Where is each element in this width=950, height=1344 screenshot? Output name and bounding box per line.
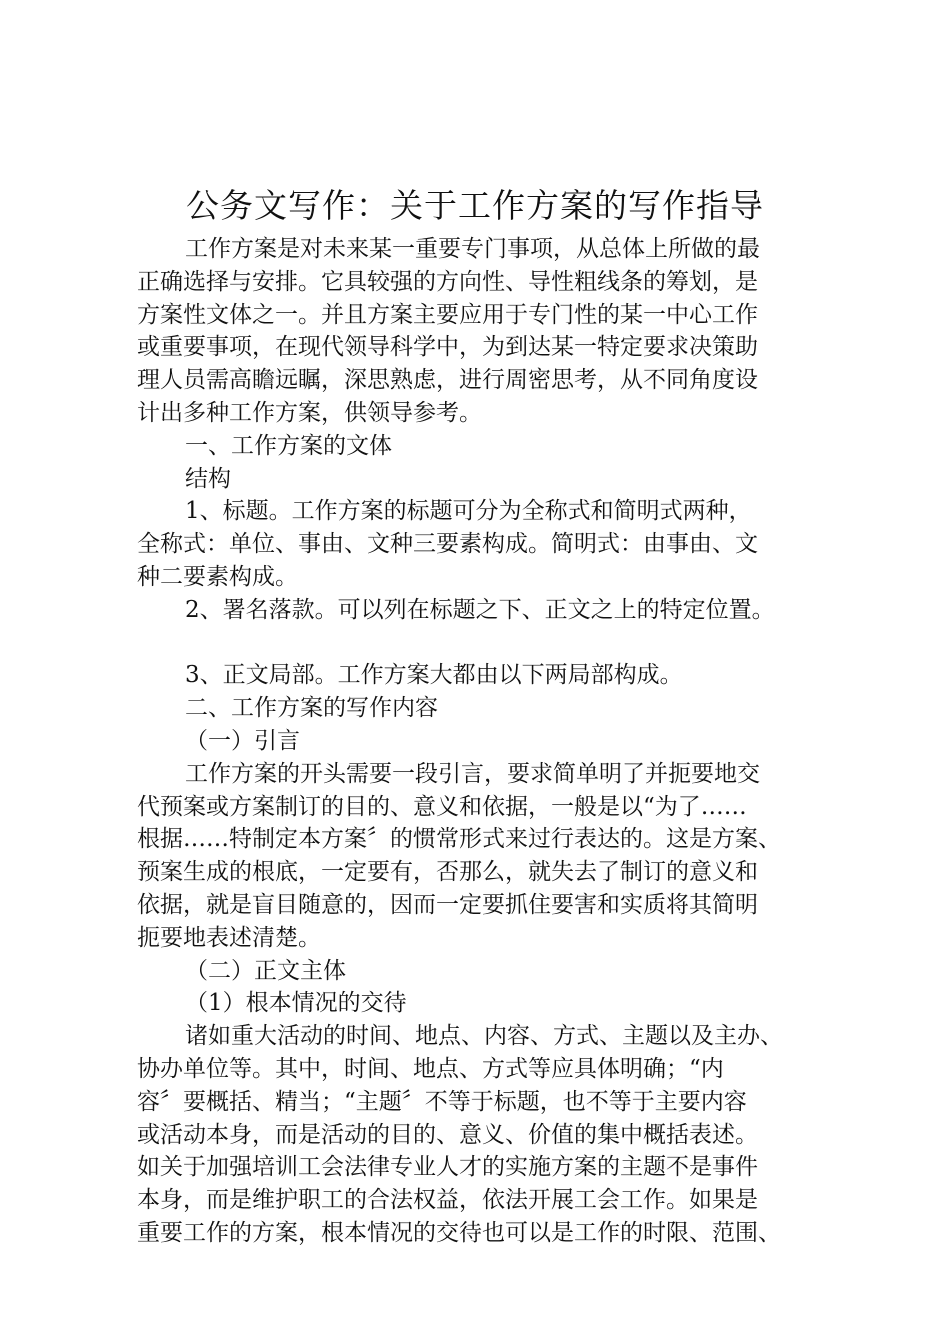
paragraph-line: 代预案或方案制订的目的、意义和依据，一般是以“为了…… bbox=[137, 793, 747, 820]
paragraph-line: 协办单位等。其中，时间、地点、方式等应具体明确；“内 bbox=[137, 1055, 724, 1082]
section-heading: 一、工作方案的文体 bbox=[185, 432, 392, 459]
paragraph-line: 诸如重大活动的时间、地点、内容、方式、主题以及主办、 bbox=[185, 1023, 783, 1050]
paragraph-line: 正确选择与安排。它具较强的方向性、导性粗线条的筹划，是 bbox=[137, 268, 758, 295]
paragraph-line: 根据……特制定本方案〞的惯常形式来过行表达的。这是方案、 bbox=[137, 826, 781, 853]
paragraph-line: 1、标题。工作方案的标题可分为全称式和简明式两种， bbox=[185, 498, 752, 525]
paragraph-line: 如关于加强培训工会法律专业人才的实施方案的主题不是事件 bbox=[137, 1154, 758, 1181]
document-title: 公务文写作：关于工作方案的写作指导 bbox=[186, 186, 764, 225]
paragraph-line: 种二要素构成。 bbox=[137, 563, 298, 590]
paragraph-line: 计出多种工作方案，供领导参考。 bbox=[137, 399, 482, 426]
paragraph-line: 或活动本身，而是活动的目的、意义、价值的集中概括表述。 bbox=[137, 1121, 758, 1148]
paragraph-line: 工作方案的开头需要一段引言，要求简单明了并扼要地交 bbox=[185, 760, 760, 787]
paragraph-line: 工作方案是对未来某一重要专门事项，从总体上所做的最 bbox=[185, 236, 760, 262]
paragraph-line: 重要工作的方案，根本情况的交待也可以是工作的时限、范围、 bbox=[137, 1219, 781, 1246]
subsection-heading: （一）引言 bbox=[185, 727, 300, 754]
paragraph-line: 本身，而是维护职工的合法权益，依法开展工会工作。如果是 bbox=[137, 1187, 758, 1214]
paragraph-line: 容〞要概括、精当；“主题〞不等于标题，也不等于主要内容 bbox=[137, 1088, 747, 1115]
paragraph-line: 2、署名落款。可以列在标题之下、正文之上的特定位置。 bbox=[185, 596, 775, 623]
paragraph-line: 扼要地表述清楚。 bbox=[137, 924, 321, 951]
blank-line bbox=[137, 627, 827, 660]
paragraph-line: 3、正文局部。工作方案大都由以下两局部构成。 bbox=[185, 662, 683, 689]
subsection-heading: （二）正文主体 bbox=[185, 957, 346, 984]
section-heading: 二、工作方案的写作内容 bbox=[185, 695, 438, 722]
subsection-heading: 结构 bbox=[185, 465, 231, 492]
paragraph-line: 预案生成的根底，一定要有，否那么，就失去了制订的意义和 bbox=[137, 859, 758, 886]
paragraph-line: 或重要事项，在现代领导科学中，为到达某一特定要求决策助 bbox=[137, 334, 758, 361]
paragraph-line: 方案性文体之一。并且方案主要应用于专门性的某一中心工作 bbox=[137, 301, 758, 328]
paragraph-line: 理人员需高瞻远瞩，深思熟虑，进行周密思考，从不同角度设 bbox=[137, 367, 758, 394]
paragraph-line: 依据，就是盲目随意的，因而一定要抓住要害和实质将其简明 bbox=[137, 891, 758, 918]
subsection-heading: （1）根本情况的交待 bbox=[185, 990, 407, 1017]
document-body bbox=[137, 233, 827, 1250]
paragraph-line: 全称式：单位、事由、文种三要素构成。简明式：由事由、文 bbox=[137, 531, 758, 558]
